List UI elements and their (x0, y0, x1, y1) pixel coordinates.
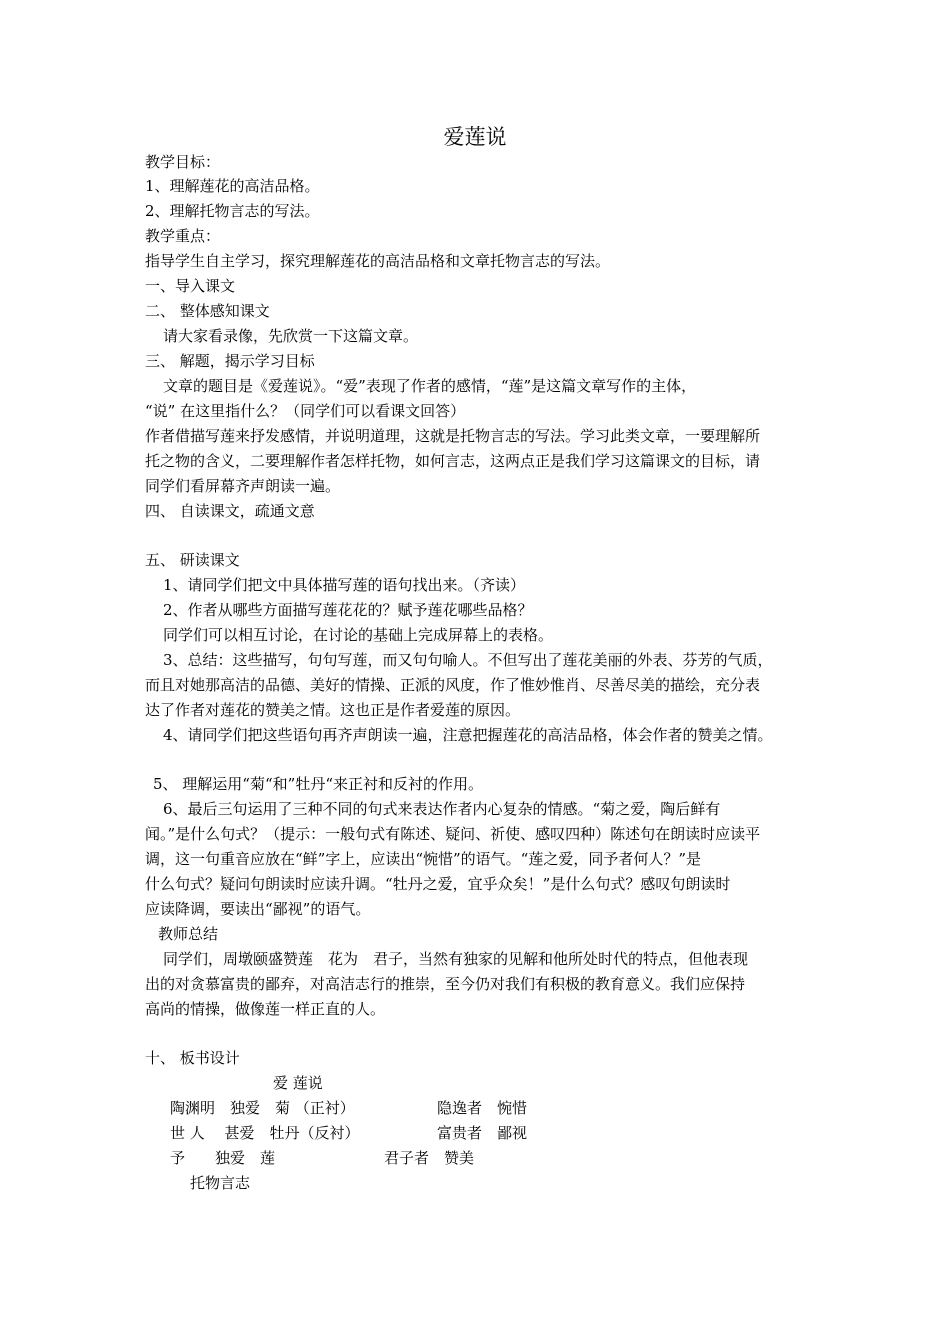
board-design-heading: 十、 板书设计 (145, 1049, 240, 1067)
study-item-6-line-2: 闻。”是什么句式？（提示：一般句式有陈述、疑问、祈使、感叹四种）陈述句在朗读时应读平 (145, 825, 761, 843)
section-3-text-line-2: “说” 在这里指什么？（同学们可以看课文回答） (145, 402, 466, 420)
section-4-heading: 四、 自读课文，疏通文意 (145, 502, 315, 520)
teacher-summary-line-3: 高尚的情操，做像莲一样正直的人。 (145, 1000, 386, 1018)
study-item-6-line-3: 调，这一句重音应放在“鲜”字上，应读出“惋惜”的语气。“莲之爱，同予者何人？”是 (145, 850, 702, 868)
teacher-summary-heading: 教师总结 (158, 925, 219, 943)
study-item-6-line-5: 应读降调，要读出“鄙视”的语气。 (145, 900, 371, 918)
study-item-6-line-1: 6、最后三句运用了三种不同的句式来表达作者内心复杂的情感。“菊之爱，陶后鲜有 (163, 800, 721, 818)
heading-teaching-goals: 教学目标： (145, 153, 221, 171)
study-item-3-line-2: 而且对她那高洁的品德、美好的情操、正派的风度，作了惟妙惟肖、尽善尽美的描绘，充分表 (145, 676, 761, 694)
board-row-1-left: 陶渊明 独爱 菊 （正衬） (170, 1099, 355, 1117)
board-row-2-right: 富贵者 鄙视 (437, 1124, 528, 1142)
study-item-2-note: 同学们可以相互讨论，在讨论的基础上完成屏幕上的表格。 (163, 626, 554, 644)
study-item-1: 1、请同学们把文中具体描写莲的语句找出来。（齐读） (163, 576, 526, 594)
goal-item-2: 2、理解托物言志的写法。 (145, 202, 320, 220)
board-row-3-left: 予 独爱 莲 (170, 1149, 276, 1167)
teacher-summary-line-2: 出的对贪慕富贵的鄙弃，对高洁志行的推崇，至今仍对我们有积极的教育意义。我们应保持 (145, 975, 746, 993)
board-title: 爱 莲说 (273, 1074, 323, 1092)
section-1-heading: 一、导入课文 (145, 277, 236, 295)
study-item-4: 4、请同学们把这些语句再齐声朗读一遍，注意把握莲花的高洁品格，体会作者的赞美之情。 (163, 726, 773, 744)
section-2-heading: 二、 整体感知课文 (145, 302, 270, 320)
section-5-heading: 五、 研读课文 (145, 551, 240, 569)
section-3-text-line-4: 托之物的含义，二要理解作者怎样托物，如何言志，这两点正是我们学习这篇课文的目标，请 (145, 452, 761, 470)
study-item-5: 5、 理解运用“菊“和”牡丹“来正衬和反衬的作用。 (153, 775, 483, 793)
board-row-1-right: 隐逸者 惋惜 (437, 1099, 528, 1117)
focus-text: 指导学生自主学习，探究理解莲花的高洁品格和文章托物言志的写法。 (145, 252, 611, 270)
board-row-2-left: 世 人 甚爱 牡丹（反衬） (170, 1124, 360, 1142)
teacher-summary-line-1: 同学们，周墩颐盛赞莲 花为 君子，当然有独家的见解和他所处时代的特点，但他表现 (163, 950, 749, 968)
heading-teaching-focus: 教学重点： (145, 227, 221, 245)
section-3-text-line-3: 作者借描写莲来抒发感情，并说明道理，这就是托物言志的写法。学习此类文章，一要理解所 (145, 427, 761, 445)
study-item-2: 2、作者从哪些方面描写莲花花的？赋予莲花哪些品格？ (163, 601, 533, 619)
section-2-text: 请大家看录像，先欣赏一下这篇文章。 (163, 327, 419, 345)
document-title: 爱莲说 (443, 125, 507, 149)
board-footer: 托物言志 (190, 1174, 251, 1192)
board-row-3-right: 君子者 赞美 (384, 1149, 475, 1167)
study-item-3-line-3: 达了作者对莲花的赞美之情。这也正是作者爱莲的原因。 (145, 701, 521, 719)
section-3-text-line-5: 同学们看屏幕齐声朗读一遍。 (145, 477, 341, 495)
study-item-6-line-4: 什么句式？疑问句朗读时应读升调。“牡丹之爱，宜乎众矣！”是什么句式？感叹句朗读时 (145, 875, 731, 893)
section-3-text-line-1: 文章的题目是《爱莲说》。“爱”表现了作者的感情，“莲”是这篇文章写作的主体， (163, 377, 697, 395)
goal-item-1: 1、理解莲花的高洁品格。 (145, 177, 320, 195)
section-3-heading: 三、 解题，揭示学习目标 (145, 352, 315, 370)
study-item-3-line-1: 3、总结：这些描写，句句写莲，而又句句喻人。不但写出了莲花美丽的外表、芬芳的气质， (163, 651, 773, 669)
